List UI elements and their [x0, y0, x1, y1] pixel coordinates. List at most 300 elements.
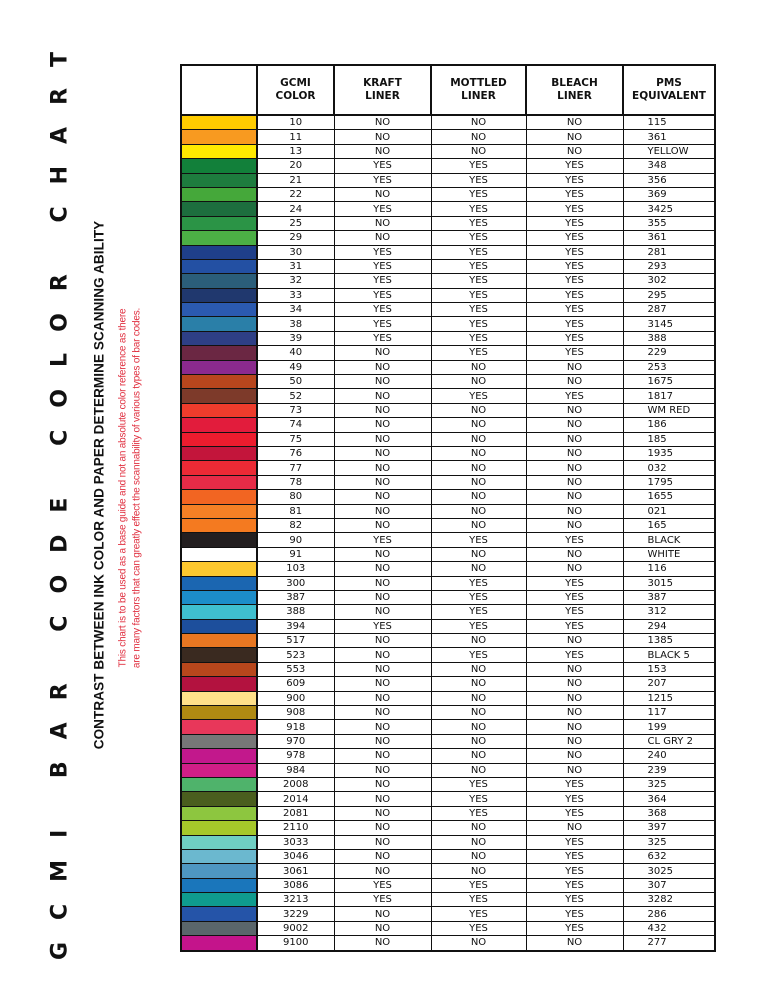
color-swatch: [181, 216, 257, 230]
color-swatch: [181, 921, 257, 935]
color-swatch: [181, 259, 257, 273]
kraft-liner-cell: NO: [334, 562, 431, 576]
bleach-liner-cell: NO: [526, 403, 623, 417]
bleach-liner-cell: YES: [526, 648, 623, 662]
bleach-liner-cell: YES: [526, 331, 623, 345]
pms-equivalent-cell: 287: [623, 303, 715, 317]
color-swatch: [181, 231, 257, 245]
pms-equivalent-cell: 1385: [623, 634, 715, 648]
table-row: [181, 893, 715, 907]
table-row: [181, 936, 715, 951]
pms-equivalent-cell: 397: [623, 821, 715, 835]
kraft-liner-cell: NO: [334, 821, 431, 835]
color-swatch: [181, 303, 257, 317]
kraft-liner-cell: YES: [334, 245, 431, 259]
table-row: [181, 317, 715, 331]
table-row: [181, 605, 715, 619]
color-swatch: [181, 187, 257, 201]
bleach-liner-cell: YES: [526, 878, 623, 892]
table-row: [181, 821, 715, 835]
table-row: [181, 619, 715, 633]
kraft-liner-cell: NO: [334, 806, 431, 820]
bleach-liner-cell: YES: [526, 835, 623, 849]
bleach-liner-cell: YES: [526, 864, 623, 878]
color-swatch: [181, 849, 257, 863]
color-swatch: [181, 734, 257, 748]
mottled-liner-cell: NO: [431, 518, 526, 532]
bleach-liner-cell: NO: [526, 360, 623, 374]
pms-equivalent-cell: 307: [623, 878, 715, 892]
chart-title: GCMI BAR CODE COLOR CHART: [47, 29, 73, 961]
gcmi-color-cell: 103: [257, 562, 334, 576]
kraft-liner-cell: YES: [334, 331, 431, 345]
pms-equivalent-cell: 207: [623, 677, 715, 691]
pms-equivalent-cell: 3015: [623, 576, 715, 590]
table-row: [181, 303, 715, 317]
bleach-liner-cell: NO: [526, 461, 623, 475]
gcmi-color-cell: 11: [257, 130, 334, 144]
table-row: [181, 677, 715, 691]
pms-equivalent-cell: 199: [623, 720, 715, 734]
kraft-liner-cell: YES: [334, 173, 431, 187]
mottled-liner-cell: NO: [431, 130, 526, 144]
kraft-liner-cell: NO: [334, 691, 431, 705]
mottled-liner-cell: YES: [431, 245, 526, 259]
table-row: [181, 792, 715, 806]
color-swatch: [181, 475, 257, 489]
bleach-liner-cell: YES: [526, 849, 623, 863]
table-row: [181, 490, 715, 504]
bleach-liner-cell: NO: [526, 115, 623, 130]
color-swatch: [181, 706, 257, 720]
table-row: [181, 331, 715, 345]
kraft-liner-cell: NO: [334, 187, 431, 201]
kraft-liner-cell: YES: [334, 533, 431, 547]
table-row: [181, 403, 715, 417]
table-row: [181, 130, 715, 144]
color-chart-table: [180, 64, 716, 952]
gcmi-color-cell: 31: [257, 259, 334, 273]
color-swatch: [181, 245, 257, 259]
mottled-liner-cell: NO: [431, 720, 526, 734]
mottled-liner-cell: YES: [431, 173, 526, 187]
gcmi-color-cell: 90: [257, 533, 334, 547]
bleach-liner-cell: NO: [526, 504, 623, 518]
color-swatch: [181, 360, 257, 374]
bleach-liner-cell: YES: [526, 777, 623, 791]
bleach-liner-cell: YES: [526, 274, 623, 288]
table-row: [181, 562, 715, 576]
table-row: [181, 706, 715, 720]
kraft-liner-cell: NO: [334, 921, 431, 935]
pms-equivalent-cell: 432: [623, 921, 715, 935]
mottled-liner-cell: NO: [431, 734, 526, 748]
color-swatch: [181, 418, 257, 432]
color-swatch: [181, 634, 257, 648]
pms-equivalent-cell: 185: [623, 432, 715, 446]
pms-equivalent-cell: 361: [623, 231, 715, 245]
mottled-liner-cell: YES: [431, 590, 526, 604]
gcmi-color-cell: 52: [257, 389, 334, 403]
mottled-liner-cell: YES: [431, 921, 526, 935]
mottled-liner-cell: NO: [431, 115, 526, 130]
table-row: [181, 187, 715, 201]
table-row: [181, 202, 715, 216]
kraft-liner-cell: NO: [334, 346, 431, 360]
bleach-liner-cell: NO: [526, 518, 623, 532]
pms-equivalent-cell: 277: [623, 936, 715, 951]
mottled-liner-cell: YES: [431, 288, 526, 302]
color-swatch: [181, 432, 257, 446]
kraft-liner-cell: NO: [334, 835, 431, 849]
kraft-liner-cell: NO: [334, 576, 431, 590]
mottled-liner-cell: YES: [431, 605, 526, 619]
header-line: LINER: [557, 90, 592, 102]
table-row: [181, 432, 715, 446]
bleach-liner-cell: NO: [526, 375, 623, 389]
pms-equivalent-cell: BLACK: [623, 533, 715, 547]
mottled-liner-cell: YES: [431, 619, 526, 633]
kraft-liner-cell: NO: [334, 749, 431, 763]
color-swatch: [181, 159, 257, 173]
bleach-liner-cell: YES: [526, 806, 623, 820]
pms-equivalent-cell: 240: [623, 749, 715, 763]
kraft-liner-cell: NO: [334, 432, 431, 446]
pms-equivalent-cell: 3145: [623, 317, 715, 331]
pms-equivalent-cell: 1675: [623, 375, 715, 389]
gcmi-color-cell: 3086: [257, 878, 334, 892]
disclaimer-line-2: are many factors that can greatly effect the scannability of various types of bar codes.: [131, 307, 143, 669]
table-row: [181, 504, 715, 518]
header-line: LINER: [461, 90, 496, 102]
mottled-liner-cell: YES: [431, 792, 526, 806]
pms-equivalent-cell: 239: [623, 763, 715, 777]
header-bleach-liner: [526, 65, 623, 115]
header-line: BLEACH: [551, 77, 598, 89]
pms-equivalent-cell: 1215: [623, 691, 715, 705]
kraft-liner-cell: NO: [334, 144, 431, 158]
color-swatch: [181, 317, 257, 331]
color-swatch: [181, 893, 257, 907]
bleach-liner-cell: NO: [526, 418, 623, 432]
kraft-liner-cell: NO: [334, 777, 431, 791]
bleach-liner-cell: NO: [526, 706, 623, 720]
mottled-liner-cell: YES: [431, 878, 526, 892]
gcmi-color-cell: 82: [257, 518, 334, 532]
color-swatch: [181, 590, 257, 604]
table-row: [181, 475, 715, 489]
gcmi-color-cell: 40: [257, 346, 334, 360]
bleach-liner-cell: NO: [526, 634, 623, 648]
table-row: [181, 720, 715, 734]
mottled-liner-cell: NO: [431, 375, 526, 389]
mottled-liner-cell: NO: [431, 144, 526, 158]
mottled-liner-cell: YES: [431, 893, 526, 907]
table-row: [181, 231, 715, 245]
gcmi-color-cell: 76: [257, 446, 334, 460]
gcmi-color-cell: 75: [257, 432, 334, 446]
bleach-liner-cell: NO: [526, 144, 623, 158]
bleach-liner-cell: YES: [526, 202, 623, 216]
pms-equivalent-cell: 1655: [623, 490, 715, 504]
color-swatch: [181, 720, 257, 734]
kraft-liner-cell: NO: [334, 216, 431, 230]
mottled-liner-cell: YES: [431, 331, 526, 345]
mottled-liner-cell: NO: [431, 634, 526, 648]
pms-equivalent-cell: 364: [623, 792, 715, 806]
bleach-liner-cell: NO: [526, 677, 623, 691]
color-swatch: [181, 331, 257, 345]
color-swatch: [181, 115, 257, 130]
mottled-liner-cell: NO: [431, 691, 526, 705]
mottled-liner-cell: YES: [431, 777, 526, 791]
gcmi-color-cell: 3033: [257, 835, 334, 849]
table-row: [181, 864, 715, 878]
mottled-liner-cell: NO: [431, 475, 526, 489]
mottled-liner-cell: YES: [431, 187, 526, 201]
mottled-liner-cell: YES: [431, 259, 526, 273]
table-row: [181, 533, 715, 547]
gcmi-color-cell: 39: [257, 331, 334, 345]
bleach-liner-cell: YES: [526, 619, 623, 633]
mottled-liner-cell: NO: [431, 490, 526, 504]
kraft-liner-cell: NO: [334, 849, 431, 863]
kraft-liner-cell: NO: [334, 720, 431, 734]
pms-equivalent-cell: 115: [623, 115, 715, 130]
mottled-liner-cell: NO: [431, 821, 526, 835]
header-line: GCMI: [280, 77, 311, 89]
mottled-liner-cell: NO: [431, 432, 526, 446]
table-row: [181, 518, 715, 532]
gcmi-color-cell: 24: [257, 202, 334, 216]
color-swatch: [181, 878, 257, 892]
gcmi-color-cell: 9002: [257, 921, 334, 935]
bleach-liner-cell: NO: [526, 749, 623, 763]
gcmi-color-cell: 74: [257, 418, 334, 432]
kraft-liner-cell: YES: [334, 317, 431, 331]
bleach-liner-cell: YES: [526, 590, 623, 604]
header-line: LINER: [365, 90, 400, 102]
header-line: COLOR: [275, 90, 316, 102]
table-row: [181, 590, 715, 604]
bleach-liner-cell: YES: [526, 893, 623, 907]
bleach-liner-cell: NO: [526, 734, 623, 748]
kraft-liner-cell: YES: [334, 619, 431, 633]
bleach-liner-cell: YES: [526, 792, 623, 806]
kraft-liner-cell: YES: [334, 202, 431, 216]
gcmi-color-cell: 77: [257, 461, 334, 475]
color-swatch: [181, 274, 257, 288]
color-swatch: [181, 173, 257, 187]
gcmi-color-cell: 80: [257, 490, 334, 504]
pms-equivalent-cell: 1935: [623, 446, 715, 460]
mottled-liner-cell: YES: [431, 346, 526, 360]
kraft-liner-cell: NO: [334, 231, 431, 245]
bleach-liner-cell: NO: [526, 936, 623, 951]
pms-equivalent-cell: 117: [623, 706, 715, 720]
table-row: [181, 375, 715, 389]
kraft-liner-cell: NO: [334, 490, 431, 504]
bleach-liner-cell: YES: [526, 231, 623, 245]
mottled-liner-cell: NO: [431, 547, 526, 561]
table-row: [181, 418, 715, 432]
kraft-liner-cell: YES: [334, 878, 431, 892]
gcmi-color-cell: 609: [257, 677, 334, 691]
kraft-liner-cell: NO: [334, 403, 431, 417]
color-swatch: [181, 461, 257, 475]
table-row: [181, 173, 715, 187]
pms-equivalent-cell: 3282: [623, 893, 715, 907]
kraft-liner-cell: NO: [334, 792, 431, 806]
header-pms-equivalent: [623, 65, 715, 115]
gcmi-color-cell: 300: [257, 576, 334, 590]
color-swatch: [181, 749, 257, 763]
gcmi-color-cell: 900: [257, 691, 334, 705]
bleach-liner-cell: NO: [526, 691, 623, 705]
bleach-liner-cell: NO: [526, 720, 623, 734]
pms-equivalent-cell: 387: [623, 590, 715, 604]
gcmi-color-cell: 34: [257, 303, 334, 317]
gcmi-color-cell: 30: [257, 245, 334, 259]
table-row: [181, 634, 715, 648]
mottled-liner-cell: NO: [431, 936, 526, 951]
pms-equivalent-cell: 361: [623, 130, 715, 144]
mottled-liner-cell: NO: [431, 835, 526, 849]
pms-equivalent-cell: 021: [623, 504, 715, 518]
color-swatch: [181, 533, 257, 547]
pms-equivalent-cell: 281: [623, 245, 715, 259]
kraft-liner-cell: YES: [334, 274, 431, 288]
mottled-liner-cell: YES: [431, 907, 526, 921]
gcmi-color-cell: 25: [257, 216, 334, 230]
table-row: [181, 763, 715, 777]
kraft-liner-cell: NO: [334, 518, 431, 532]
gcmi-color-cell: 970: [257, 734, 334, 748]
bleach-liner-cell: YES: [526, 921, 623, 935]
kraft-liner-cell: NO: [334, 648, 431, 662]
gcmi-color-cell: 81: [257, 504, 334, 518]
header-line: PMS: [656, 77, 682, 89]
header-mottled-liner: [431, 65, 526, 115]
header-swatch: [181, 65, 257, 115]
color-swatch: [181, 446, 257, 460]
gcmi-color-cell: 2110: [257, 821, 334, 835]
table-row: [181, 346, 715, 360]
gcmi-color-cell: 978: [257, 749, 334, 763]
table-row: [181, 446, 715, 460]
table-row: [181, 849, 715, 863]
pms-equivalent-cell: 229: [623, 346, 715, 360]
mottled-liner-cell: YES: [431, 202, 526, 216]
kraft-liner-cell: NO: [334, 907, 431, 921]
bleach-liner-cell: NO: [526, 475, 623, 489]
table-row: [181, 777, 715, 791]
table-row: [181, 216, 715, 230]
bleach-liner-cell: YES: [526, 159, 623, 173]
kraft-liner-cell: NO: [334, 375, 431, 389]
mottled-liner-cell: YES: [431, 317, 526, 331]
table-row: [181, 547, 715, 561]
pms-equivalent-cell: CL GRY 2: [623, 734, 715, 748]
pms-equivalent-cell: 302: [623, 274, 715, 288]
table-row: [181, 806, 715, 820]
pms-equivalent-cell: 032: [623, 461, 715, 475]
table-row: [181, 144, 715, 158]
bleach-liner-cell: YES: [526, 288, 623, 302]
kraft-liner-cell: NO: [334, 475, 431, 489]
kraft-liner-cell: YES: [334, 259, 431, 273]
gcmi-color-cell: 22: [257, 187, 334, 201]
color-swatch: [181, 202, 257, 216]
table-row: [181, 461, 715, 475]
color-swatch: [181, 864, 257, 878]
pms-equivalent-cell: 3025: [623, 864, 715, 878]
table-row: [181, 259, 715, 273]
color-swatch: [181, 777, 257, 791]
header-line: MOTTLED: [450, 77, 507, 89]
pms-equivalent-cell: 312: [623, 605, 715, 619]
bleach-liner-cell: YES: [526, 216, 623, 230]
color-swatch: [181, 835, 257, 849]
kraft-liner-cell: NO: [334, 115, 431, 130]
bleach-liner-cell: YES: [526, 907, 623, 921]
pms-equivalent-cell: 186: [623, 418, 715, 432]
color-swatch: [181, 605, 257, 619]
pms-equivalent-cell: YELLOW: [623, 144, 715, 158]
kraft-liner-cell: NO: [334, 446, 431, 460]
mottled-liner-cell: NO: [431, 763, 526, 777]
pms-equivalent-cell: 165: [623, 518, 715, 532]
gcmi-color-cell: 908: [257, 706, 334, 720]
color-swatch: [181, 389, 257, 403]
bleach-liner-cell: NO: [526, 821, 623, 835]
mottled-liner-cell: NO: [431, 677, 526, 691]
bleach-liner-cell: NO: [526, 432, 623, 446]
pms-equivalent-cell: 293: [623, 259, 715, 273]
header-kraft-liner: [334, 65, 431, 115]
color-swatch: [181, 907, 257, 921]
color-swatch: [181, 662, 257, 676]
kraft-liner-cell: NO: [334, 662, 431, 676]
disclaimer-line-1: This chart is to be used as a base guide and not an absolute color reference as there: [117, 308, 129, 668]
gcmi-color-cell: 32: [257, 274, 334, 288]
kraft-liner-cell: YES: [334, 159, 431, 173]
gcmi-color-cell: 3061: [257, 864, 334, 878]
mottled-liner-cell: NO: [431, 562, 526, 576]
color-swatch: [181, 576, 257, 590]
color-swatch: [181, 619, 257, 633]
mottled-liner-cell: NO: [431, 446, 526, 460]
bleach-liner-cell: YES: [526, 389, 623, 403]
bleach-liner-cell: YES: [526, 259, 623, 273]
gcmi-color-cell: 2008: [257, 777, 334, 791]
pms-equivalent-cell: 356: [623, 173, 715, 187]
bleach-liner-cell: YES: [526, 317, 623, 331]
mottled-liner-cell: NO: [431, 849, 526, 863]
table-row: [181, 835, 715, 849]
color-swatch: [181, 562, 257, 576]
color-swatch: [181, 677, 257, 691]
mottled-liner-cell: NO: [431, 418, 526, 432]
color-swatch: [181, 346, 257, 360]
table-row: [181, 115, 715, 130]
table-body: [181, 115, 715, 951]
color-swatch: [181, 763, 257, 777]
kraft-liner-cell: NO: [334, 605, 431, 619]
pms-equivalent-cell: BLACK 5: [623, 648, 715, 662]
color-swatch: [181, 144, 257, 158]
kraft-liner-cell: YES: [334, 288, 431, 302]
